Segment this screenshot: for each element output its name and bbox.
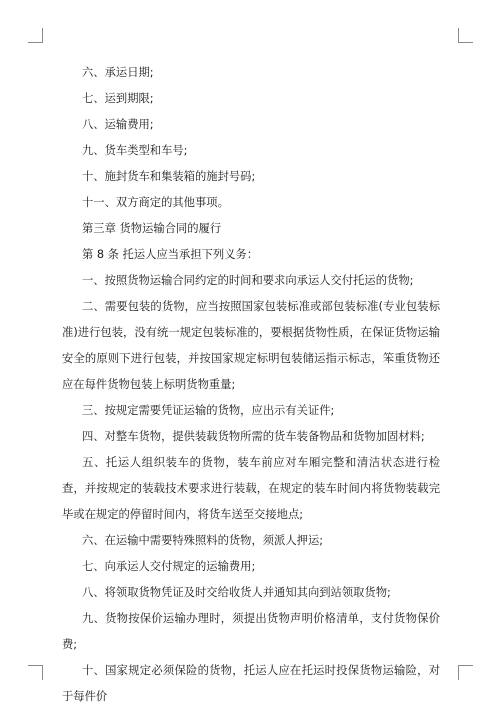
obligation-item: 四、对整车货物，提供装载货物所需的货车装备物品和货物加固材料;	[82, 430, 425, 443]
chapter-heading: 第三章 货物运输合同的履行	[82, 222, 222, 235]
crop-mark-top-left	[28, 28, 43, 43]
clause-line: 八、运输费用;	[82, 118, 154, 131]
obligation-item: 五、托运人组织装车的货物，装车前应对车厢完整和清洁状态进行检查，并按规定的装载技术要求进行装载，在规定的装车时间内将货物装载完毕或在规定的停留时间内，将货车送至交接地点;	[62, 456, 440, 521]
clause-line: 十一、双方商定的其他事项。	[82, 196, 229, 209]
clause-line: 十、施封货车和集装箱的施封号码;	[82, 170, 256, 183]
clause-line: 九、货车类型和车号;	[82, 144, 188, 157]
clause-line: 六、承运日期;	[82, 66, 154, 79]
obligation-item: 二、需要包装的货物，应当按照国家包装标准或部包装标准(专业包装标准)进行包装，没有统一规定包装标准的，要根据货物性质，在保证货物运输安全的原则下进行包装，并按国家规定标明包装储运指示标志，笨重货物还应在每件货物包装上标明货物重量;	[62, 300, 440, 391]
obligation-item: 七、向承运人交付规定的运输费用;	[82, 560, 256, 573]
clause-line: 七、运到期限;	[82, 92, 154, 105]
crop-mark-bottom-right	[458, 665, 473, 680]
obligation-item: 一、按照货物运输合同约定的时间和要求向承运人交付托运的货物;	[82, 274, 414, 287]
article-heading: 第 8 条 托运人应当承担下列义务：	[82, 248, 259, 261]
obligation-item: 十、国家规定必须保险的货物，托运人应在托运时投保货物运输险，对于每件价	[62, 664, 440, 703]
obligation-item: 九、货物按保价运输办理时，须提出货物声明价格清单，支付货物保价费;	[62, 612, 440, 651]
obligation-item: 三、按规定需要凭证运输的货物，应出示有关证件;	[82, 404, 335, 417]
crop-mark-bottom-left	[28, 665, 43, 680]
obligation-item: 八、将领取货物凭证及时交给收货人并通知其向到站领取货物;	[82, 586, 391, 599]
document-body	[62, 60, 440, 710]
obligation-item: 六、在运输中需要特殊照料的货物，须派人押运;	[82, 534, 324, 547]
crop-mark-top-right	[458, 28, 473, 43]
